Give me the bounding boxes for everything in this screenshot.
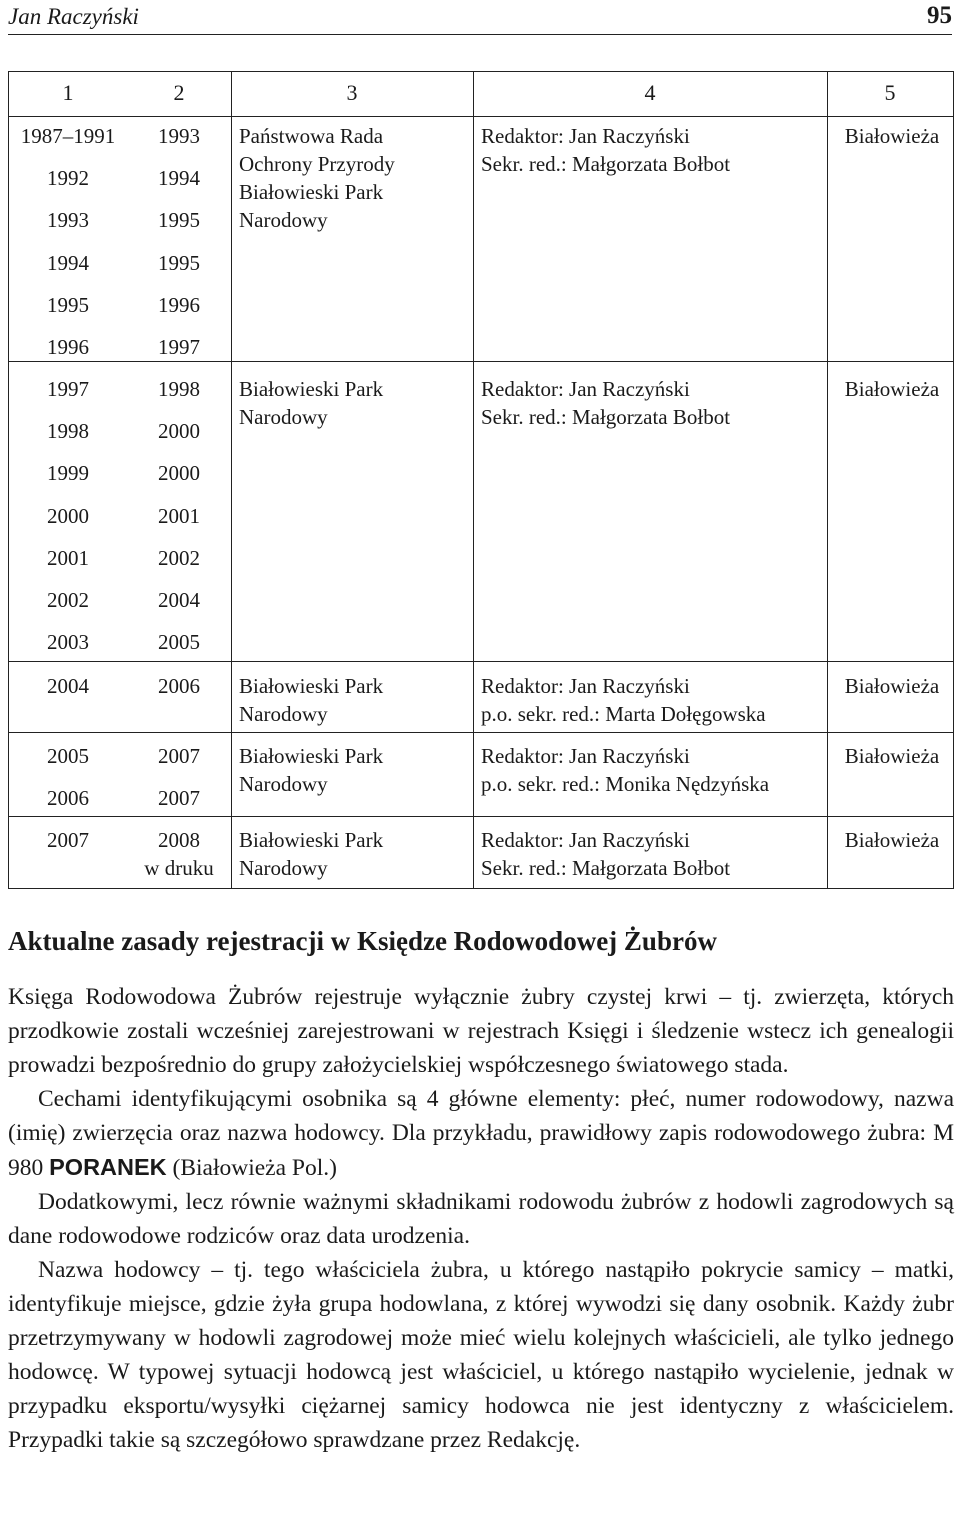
page-number: 95 xyxy=(927,2,952,29)
column-header-5: 5 xyxy=(884,80,896,105)
table-cell-year-from: 1994 xyxy=(47,251,89,275)
table-cell-year-issue: 2005 xyxy=(158,630,200,654)
table-cell-year-issue: 1998 xyxy=(158,377,200,401)
table-cell-publisher xyxy=(239,742,383,798)
table-rule xyxy=(9,816,953,817)
editor-line: Sekr. red.: Małgorzata Bołbot xyxy=(481,405,731,429)
editor-line: Redaktor: Jan Raczyński xyxy=(481,744,690,768)
column-header-3: 3 xyxy=(346,80,358,105)
publisher-line: Białowieski Park xyxy=(239,180,384,204)
table-cell-year-from: 2006 xyxy=(47,786,89,810)
table-cell-year-from: 1987–1991 xyxy=(20,124,116,148)
paragraph: Nazwa hodowcy – tj. tego właściciela żubra, u którego nastąpiło pokrycie samicy – matki, identyfikuje miejsce, gdzie żyła grupa hodowlana, z której wywodzi się dany osobnik. Każdy żubr przetrzymywany w hodowli zagrodowej może mieć wielu kolejnych właścicieli, ale tylko jednego hodowcę. W typowej sytuacji hodowcą jest właściciel, u którego nastąpiło wycielenie, jednak w przypadku eksportu/wysyłki ciężarnej samicy hodowca nie jest identyczny z właścicielem. Przypadki takie są szczegółowo sprawdzane przez Redakcję. xyxy=(8,1257,954,1453)
publisher-line: Ochrony Przyrody xyxy=(239,152,395,176)
publisher-line: Białowieski Park xyxy=(239,674,384,698)
table-cell-year-from: 1995 xyxy=(47,293,89,317)
editor-line: Sekr. red.: Małgorzata Bołbot xyxy=(481,152,731,176)
publisher-line: Narodowy xyxy=(239,208,328,232)
table-cell-year-issue: 2004 xyxy=(158,588,200,612)
table-cell-year-issue: 2000 xyxy=(158,419,200,443)
table-cell-year-from: 1996 xyxy=(47,335,89,359)
table-cell-year-issue: 1997 xyxy=(158,335,200,359)
table-cell-year-from: 1992 xyxy=(47,166,89,190)
paragraph: Dodatkowymi, lecz równie ważnymi składnikami rodowodu żubrów z hodowli zagrodowych są dane rodowodowe rodziców oraz data urodzenia. xyxy=(8,1189,954,1249)
table-cell-year-issue: 1995 xyxy=(158,208,200,232)
table-cell-year-issue: 1996 xyxy=(158,293,200,317)
column-header-2: 2 xyxy=(173,80,185,105)
table-cell-year-from: 2005 xyxy=(47,744,89,768)
table-cell-year-issue: 2007 xyxy=(158,786,200,810)
table-rule xyxy=(9,661,953,662)
table-cell-year-issue: 1993 xyxy=(158,124,200,148)
table-cell-year-from: 1998 xyxy=(47,419,89,443)
column-header-1: 1 xyxy=(62,80,74,105)
table-cell-year-issue: 2001 xyxy=(158,504,200,528)
paragraph-text: (Białowieża Pol.) xyxy=(166,1155,337,1181)
table-rule xyxy=(9,732,953,733)
paragraph: Księga Rodowodowa Żubrów rejestruje wyłącznie żubry czystej krwi – tj. zwierzęta, których przodkowie zostali wcześniej zarejestrowani w rejestrach Księgi i śledzenie wstecz ich genealogii prowadzi bezpośrednio do grupy założycielskiej współczesnego światowego stada. xyxy=(8,984,954,1078)
publisher-line: Narodowy xyxy=(239,772,328,796)
editor-line: Redaktor: Jan Raczyński xyxy=(481,674,690,698)
table-cell-place: Białowieża xyxy=(844,377,940,401)
publisher-line: Narodowy xyxy=(239,405,328,429)
table-cell-year-issue: 2006 xyxy=(158,674,200,698)
table-cell-year-from: 1993 xyxy=(47,208,89,232)
table-cell-year-from: 2000 xyxy=(47,504,89,528)
editor-line: Redaktor: Jan Raczyński xyxy=(481,828,690,852)
table-cell-year-from: 1997 xyxy=(47,377,89,401)
editor-line: p.o. sekr. red.: Marta Dołęgowska xyxy=(481,702,766,726)
section-body xyxy=(8,980,954,1457)
table-cell-year-issue: 2002 xyxy=(158,546,200,570)
table-cell-publisher xyxy=(239,672,383,728)
table-column-rule xyxy=(231,72,232,888)
publisher-line: Białowieski Park xyxy=(239,377,384,401)
table-cell-place: Białowieża xyxy=(844,744,940,768)
column-header-4: 4 xyxy=(644,80,656,105)
section-heading: Aktualne zasady rejestracji w Księdze Rodowodowej Żubrów xyxy=(8,926,717,956)
table-column-rule xyxy=(827,72,828,888)
table-cell-publisher xyxy=(239,122,395,234)
publisher-line: Państwowa Rada xyxy=(239,124,384,148)
table-cell-publisher xyxy=(239,826,383,882)
table-rule xyxy=(9,116,953,117)
table-cell-year-issue: 2007 xyxy=(158,744,200,768)
paragraph-text: Cechami identyfikującymi osobnika są 4 główne elementy: płeć, numer rodowodowy, nazwa (imię) zwierzęcia oraz nazwa hodowcy. Dla przykładu, prawidłowy zapis rodowodowego żubra: M 980 xyxy=(8,1086,954,1181)
running-header-author: Jan Raczyński xyxy=(8,4,139,29)
table-cell-year-issue: 1995 xyxy=(158,251,200,275)
table-cell-year-from: 2007 xyxy=(47,828,89,852)
running-header xyxy=(8,0,952,35)
table-cell-year-issue: 2008 xyxy=(158,828,200,852)
table-rule xyxy=(9,361,953,362)
table-cell-editors xyxy=(481,375,730,431)
paragraph xyxy=(8,1082,954,1185)
table-cell-editors xyxy=(481,742,769,798)
editor-line: p.o. sekr. red.: Monika Nędzyńska xyxy=(481,772,770,796)
table-cell-place: Białowieża xyxy=(844,828,940,852)
publisher-line: Białowieski Park xyxy=(239,744,384,768)
table-cell-publisher xyxy=(239,375,383,431)
table-cell-year-from: 2001 xyxy=(47,546,89,570)
table-cell-place: Białowieża xyxy=(844,674,940,698)
table-cell-place: Białowieża xyxy=(844,124,940,148)
table-cell-year-from: 1999 xyxy=(47,461,89,485)
table-cell-year-issue: 2000 xyxy=(158,461,200,485)
editor-line: Sekr. red.: Małgorzata Bołbot xyxy=(481,856,731,880)
table-cell-in-print-note: w druku xyxy=(144,856,214,880)
editor-line: Redaktor: Jan Raczyński xyxy=(481,377,690,401)
table-column-rule xyxy=(473,72,474,888)
publisher-line: Narodowy xyxy=(239,702,328,726)
table-cell-year-issue: 1994 xyxy=(158,166,200,190)
editor-line: Redaktor: Jan Raczyński xyxy=(481,124,690,148)
table-cell-year-from: 2004 xyxy=(47,674,89,698)
table-cell-year-from: 2002 xyxy=(47,588,89,612)
publisher-line: Białowieski Park xyxy=(239,828,384,852)
publisher-line: Narodowy xyxy=(239,856,328,880)
editions-table xyxy=(8,71,954,889)
table-cell-editors xyxy=(481,826,730,882)
table-cell-editors xyxy=(481,672,766,728)
table-cell-year-from: 2003 xyxy=(47,630,89,654)
table-cell-editors xyxy=(481,122,730,178)
bison-name-example: PORANEK xyxy=(49,1154,167,1180)
